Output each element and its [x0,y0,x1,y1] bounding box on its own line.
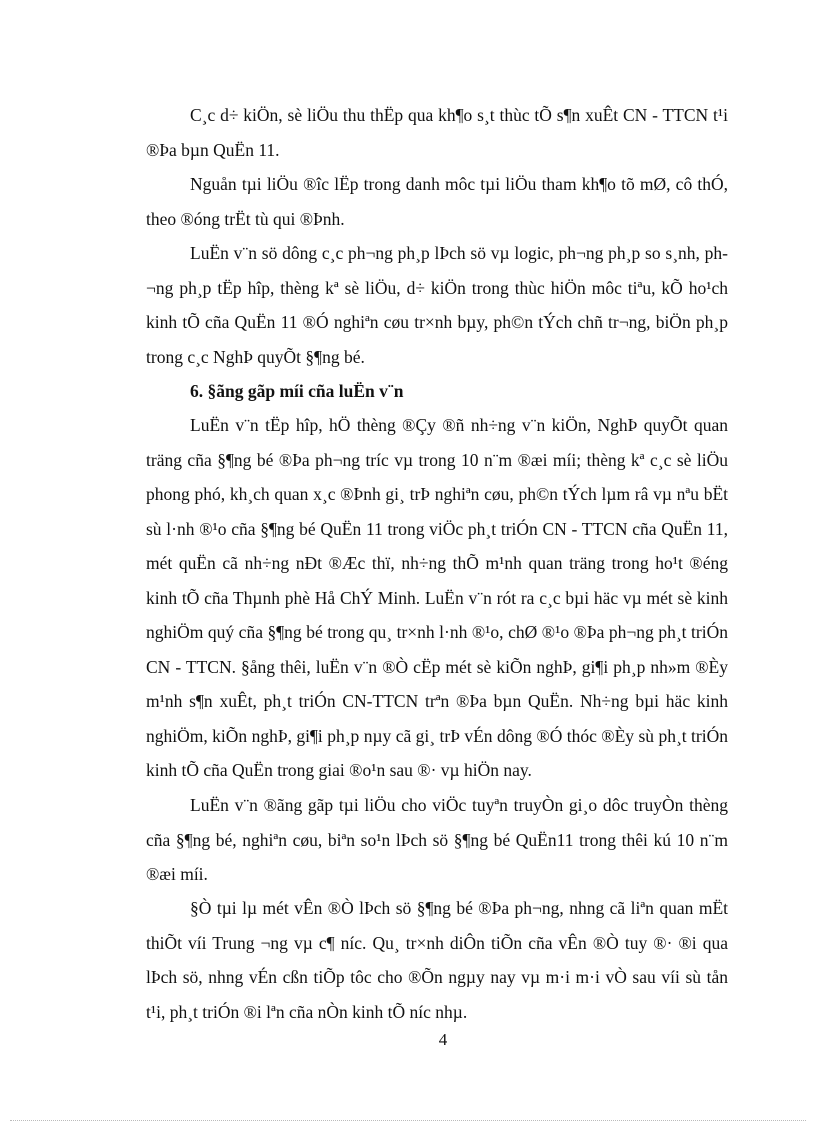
paragraph-materials: LuËn v¨n ®ãng gãp tµi liÖu cho viÖc tuyªn truyÒn gi¸o dôc truyÒn thèng cña §¶ng bé, nghiªn cøu, biªn so¹n lÞch sö §¶ng bé QuËn11 trong thêi kú 10 n¨m ®æi míi. [146,795,728,884]
paragraph-document-sources: Nguån tµi liÖu ®îc lËp trong danh môc tµi liÖu tham kh¶o tõ mØ, cô thÓ, theo ®óng trËt tù qui ®Þnh. [146,174,728,229]
page-number: 4 [438,1030,448,1049]
footer-divider [10,1120,806,1121]
paragraph-data-sources: C¸c d÷ kiÖn, sè liÖu thu thËp qua kh¶o s¸t thùc tÕ s¶n xuÊt CN - TTCN t¹i ®Þa bµn QuËn 11. [146,105,728,160]
paragraph-contributions: LuËn v¨n tËp hîp, hÖ thèng ®Çy ®ñ nh÷ng v¨n kiÖn, NghÞ quyÕt quan träng cña §¶ng bé ®Þa ph¬ng tríc vµ trong 10 n¨m ®æi míi; thèng kª c¸c sè liÖu phong phó, kh¸ch quan x¸c ®Þnh gi¸ trÞ nghiªn cøu, ph©n tÝch lµm râ vµ nªu bËt sù l·nh ®¹o cña §¶ng bé QuËn 11 trong viÖc ph¸t triÓn CN - TTCN cña QuËn 11, mét quËn cã nh÷ng nÐt ®Æc thï, nh÷ng thÕ m¹nh quan träng trong ho¹t ®éng kinh tÕ cña Thµnh phè Hå ChÝ Minh. LuËn v¨n rót ra c¸c bµi häc vµ mét sè kinh nghiÖm quý cña §¶ng bé trong qu¸ tr×nh l·nh ®¹o, chØ ®¹o ®Þa ph¬ng ph¸t triÓn CN - TTCN. §ång thêi, luËn v¨n ®Ò cËp mét sè kiÕn nghÞ, gi¶i ph¸p nh»m ®Èy m¹nh s¶n xuÊt, ph¸t triÓn CN-TTCN trªn ®Þa bµn QuËn. Nh÷ng bµi häc kinh nghiÖm, kiÕn nghÞ, gi¶i ph¸p nµy cã gi¸ trÞ vÉn dông ®Ó thóc ®Èy sù ph¸t triÓn kinh tÕ cña QuËn trong giai ®o¹n sau ®· vµ hiÖn nay. [146,415,728,780]
section-heading: 6. §ãng gãp míi cña luËn v¨n [190,381,404,401]
paragraph-methodology: LuËn v¨n sö dông c¸c ph¬ng ph¸p lÞch sö vµ logic, ph¬ng ph¸p so s¸nh, ph¬ng ph¸p tËp hîp, thèng kª sè liÖu, d÷ kiÖn trong thùc hiÖn môc tiªu, kÕ ho¹ch kinh tÕ cña QuËn 11 ®Ó nghiªn cøu tr×nh bµy, ph©n tÝch chñ tr¬ng, biÖn ph¸p trong c¸c NghÞ quyÕt §¶ng bé. [146,243,728,367]
paragraph-topic-relevance: §Ò tµi lµ mét vÊn ®Ò lÞch sö §¶ng bé ®Þa ph¬ng, nhng cã liªn quan mËt thiÕt víi Trung ¬ng vµ c¶ níc. Qu¸ tr×nh diÔn tiÕn cña vÊn ®Ò tuy ®· ®i qua lÞch sö, nhng vÉn cßn tiÕp tôc cho ®Õn ngµy nay vµ m·i m·i vÒ sau víi sù tån t¹i, ph¸t triÓn ®i lªn cña nÒn kinh tÕ níc nhµ. [146,898,728,1022]
